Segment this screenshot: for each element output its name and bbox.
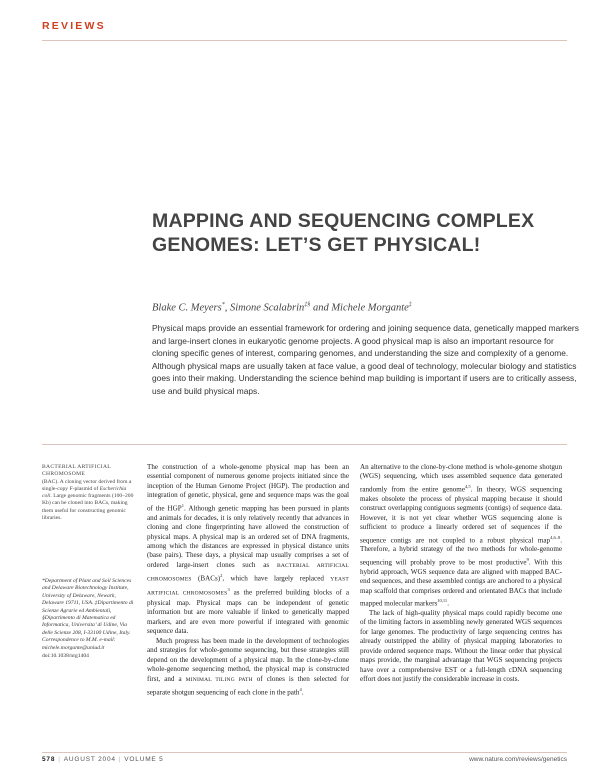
glossary-def-text: (BAC). A cloning vector derived from a single-copy F-plasmid of [42,478,132,492]
citation: 9 [526,556,529,562]
author-name: Michele Morgante [331,302,409,314]
glossary-def-species: Escherichia coli [42,485,127,500]
author-affil-mark: * [221,302,225,308]
glossary-definition [42,479,137,523]
citation: 4,5 [464,483,471,489]
body-column-1 [147,463,349,698]
affiliations [42,578,137,660]
body-column-2 [360,463,562,684]
body-paragraph: The lack of high-quality physical maps could rapidly become one of the limiting factors in assembling newly generated WGS sequences for large genomes. The productivity of large sequencing centres has already outstripped the ability of physical mapping laboratories to provide ordered sequence maps. Without the linear order that physical maps provide, the marginal advantage that WGS sequencing projects have over a comprehensive EST or a full-length cDNA sequencing effort does not justify the considerable increase in costs. [360,608,562,683]
abstract-rule [42,444,567,445]
abstract: Physical maps provide an essential framework for ordering and joining sequence data, genetically mapped markers and large-insert clones in eukaryotic genome projects. A good physical map is also an important resource for cloning specific genes of interest, comparing genomes, and understanding the size and complexity of a genome. Although physical maps are usually taken at face value, a good deal of technology, molecular biology and statistics goes into their making. Understanding the science behind map building is important if users are to critically assess, use and build physical maps. [152,323,579,396]
article-title: MAPPING AND SEQUENCING COMPLEX GENOMES: LET’S GET PHYSICAL! [152,210,535,256]
citation: 1 [181,502,184,508]
footer-info: 578 | AUGUST 2004 | VOLUME 5 [42,756,164,763]
author-list: Blake C. Meyers*, Simone Scalabrin‡§ and Michele Morgante‡ [152,302,412,314]
glossary-link[interactable]: MINIMAL TILING PATH [185,676,253,683]
footer-rule [42,752,567,753]
affiliation-text: *Department of Plant and Soil Sciences and Delaware Biotechnology Institute, University of Delaware, Newark, Delaware 19711, USA. ‡Dipartimento di Scienze Agrarie ed Ambientali, §Dipartimento di Matematica ed Informatica, Universita’ di Udine, Via delle Scienze 208, I-33100 Udine, Italy. Correspondence to M.M. e-mail: michele.morgante@uniud.it [42,578,134,651]
glossary-link[interactable]: BACTERIAL ARTIFICIAL CHROMOSOMES [147,562,349,583]
citation: 4,6–8 [550,534,561,540]
author-affil-mark: ‡§ [304,302,311,308]
top-rule [42,40,567,41]
citation: 10,11 [437,597,448,603]
author-conjunction: and [312,302,329,314]
glossary-link[interactable]: YEAST ARTIFICIAL CHROMOSOMES [147,576,349,597]
citation: 4 [299,687,302,693]
glossary-term: BACTERIAL ARTIFICIAL CHROMOSOME [42,464,111,478]
author-name: Simone Scalabrin [229,302,305,314]
body-paragraph: An alternative to the clone-by-clone method is whole-genome shotgun (WGS) sequencing, which uses assembled sequence data generated randomly from the entire genome$^{4,5}$. In theory, WGS sequencing makes obsolete the process of physical mapping because it should construct overlapping contiguous segments (contigs) of sequence data. However, it is not yet clear whether WGS sequencing alone is sufficient to produce a linearly ordered set of sequences if the sequence contigs are not coupled to a robust physical map$^{4,6-8}$. Therefore, a hybrid strategy of the two methods for whole-genome sequencing will probably prove to be most productive$^9$. With this hybrid approach, WGS sequence data are aligned with mapped BAC-end sequences, and these assembled contigs are anchored to a physical map scaffold that comprises ordered and orientated BACs that include mapped molecular markers$^{10,11}$. [360,463,563,608]
citation: 3 [227,587,230,593]
section-label: REVIEWS [42,20,106,32]
volume: VOLUME 5 [124,756,164,763]
body-paragraph: The construction of a whole-genome physical map has been an essential component of numerous genome projects initiated since the inception of the Human Genome Project (HGP). The production and integration of genetic, physical, gene and sequence maps was the goal of the HGP$^1$. Although genetic mapping has been pursued in plants and animals for decades, it is only relatively recently that advances in cloning and clone fingerprinting have allowed the construction of physical maps. A physical map is an ordered set of DNA fragments, among which the distances are expressed in physical distance units (base pairs). These days, a physical map usually comprises a set of ordered large-insert clones such as BACTERIAL ARTIFICIAL CHROMOSOMES (BACs)$^2$, which have largely replaced YEAST ARTIFICIAL CHROMOSOMES$^3$ as the preferred building blocks of a physical map. Physical maps can be independent of genetic information but are more valuable if linked to genetically mapped markers, and are even more powerful if integrated with genomic sequence data. [147,463,349,636]
journal-url[interactable]: www.nature.com/reviews/genetics [469,756,567,763]
page-number: 578 [42,756,56,763]
issue-date: AUGUST 2004 [63,756,116,763]
author-name: Blake C. Meyers [152,302,222,314]
glossary-def-text: . Large genomic fragments (100–200 Kb) can be cloned into BACs, making them useful for constructing genomic libraries. [42,493,134,522]
glossary-entry [42,464,137,522]
author-affil-mark: ‡ [408,302,412,308]
body-paragraph: Much progress has been made in the development of technologies and strategies for whole-genome sequencing, but these strategies still depend on the development of a physical map. In the clone-by-clone whole-genome sequencing method, the physical map is constructed first, and a MINIMAL TILING PATH of clones is then selected for separate shotgun sequencing of each clone in the path$^4$. [147,636,349,697]
doi: doi:10.1038/nrg1404 [42,653,89,660]
citation: 2 [220,573,223,579]
